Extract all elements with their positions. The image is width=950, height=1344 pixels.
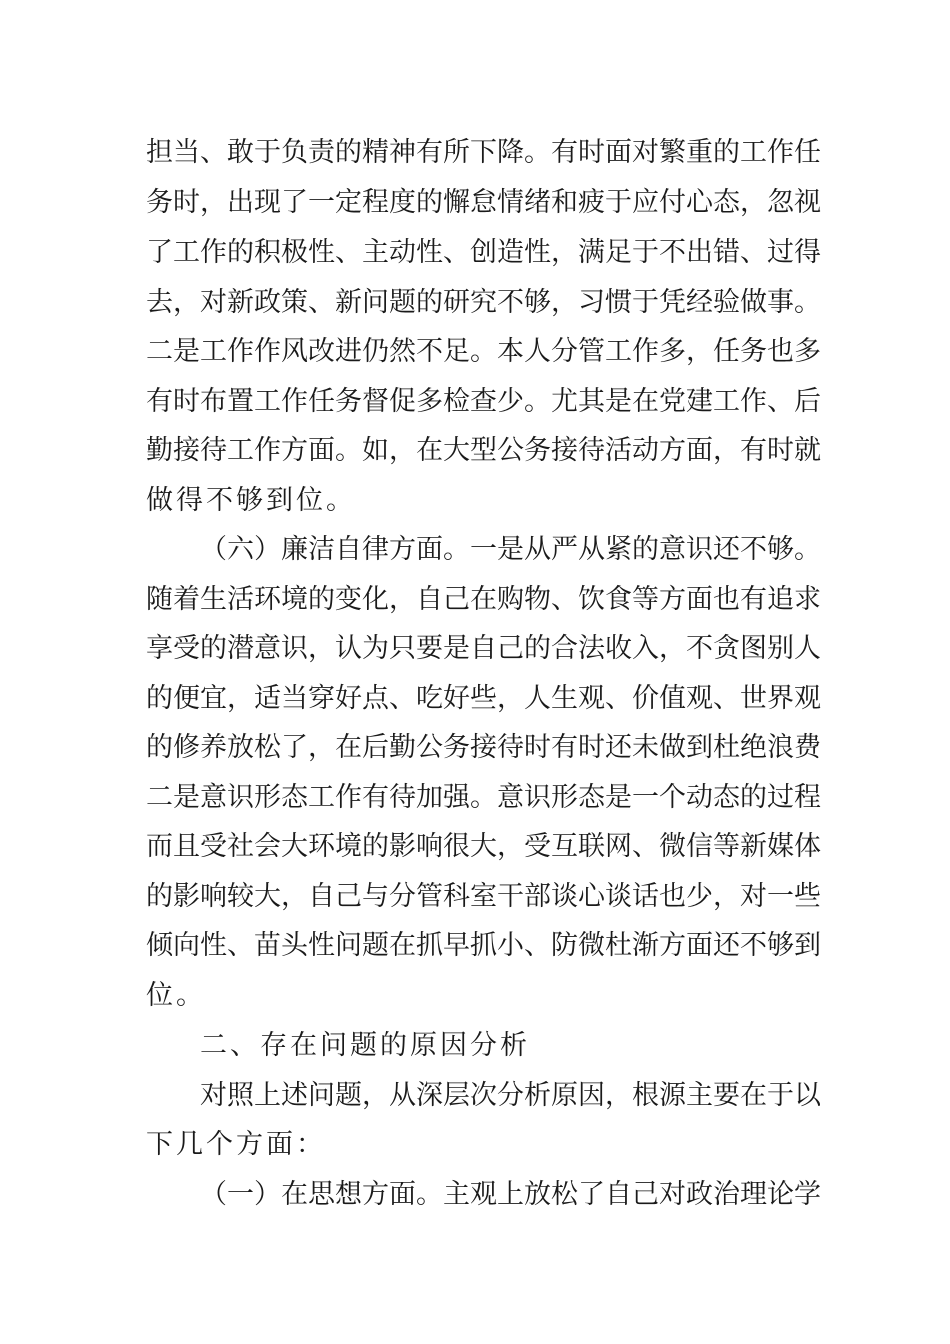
text-line-15: 而且受社会大环境的影响很大，受互联网、微信等新媒体 (146, 831, 821, 862)
text-line-1: 担当、敢于负责的精神有所下降。有时面对繁重的工作任 (146, 137, 821, 168)
text-line-4: 去，对新政策、新问题的研究不够，习惯于凭经验做事。 (146, 287, 821, 318)
text-line-16: 的影响较大，自己与分管科室干部谈心谈话也少，对一些 (146, 881, 821, 912)
text-line-18: 位。 (146, 980, 206, 1011)
section-heading-two: 二、存在问题的原因分析 (200, 1030, 530, 1061)
text-line-12: 的便宜，适当穿好点、吃好些，人生观、价值观、世界观 (146, 683, 821, 714)
text-line-6: 有时布置工作任务督促多检查少。尤其是在党建工作、后 (146, 386, 821, 417)
text-line-8: 做得不够到位。 (146, 485, 356, 516)
text-line-20: 对照上述问题，从深层次分析原因，根源主要在于以 (200, 1080, 821, 1111)
text-line-14: 二是意识形态工作有待加强。意识形态是一个动态的过程 (146, 782, 821, 813)
subsection-heading-one: （一）在思想方面。主观上放松了自己对政治理论学 (200, 1179, 821, 1210)
text-line-13: 的修养放松了，在后勤公务接待时有时还未做到杜绝浪费 (146, 732, 821, 763)
text-line-10: 随着生活环境的变化，自己在购物、饮食等方面也有追求 (146, 584, 821, 615)
text-line-21: 下几个方面： (146, 1129, 326, 1160)
text-line-3: 了工作的积极性、主动性、创造性，满足于不出错、过得 (146, 237, 821, 268)
text-line-17: 倾向性、苗头性问题在抓早抓小、防微杜渐方面还不够到 (146, 930, 821, 961)
text-line-2: 务时，出现了一定程度的懈怠情绪和疲于应付心态，忽视 (146, 187, 821, 218)
text-line-11: 享受的潜意识，认为只要是自己的合法收入，不贪图别人 (146, 633, 821, 664)
section-heading-six: （六）廉洁自律方面。一是从严从紧的意识还不够。 (200, 534, 821, 565)
text-line-5: 二是工作作风改进仍然不足。本人分管工作多，任务也多 (146, 336, 821, 367)
text-line-7: 勤接待工作方面。如，在大型公务接待活动方面，有时就 (146, 435, 821, 466)
